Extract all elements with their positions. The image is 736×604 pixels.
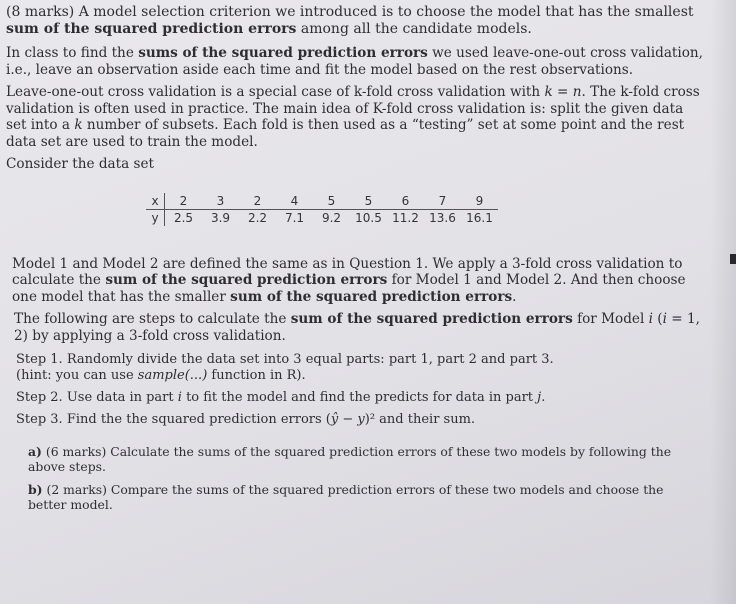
model-text-3: .	[512, 288, 517, 305]
x-cell: 4	[276, 193, 313, 210]
kfold-text-3: number of subsets. Each fold is then used as a “testing” set at some point and the rest data set are used to train the model.	[6, 117, 685, 150]
step-2-math-i: i	[177, 390, 182, 405]
step-2-text: Step 2. Use data in part	[16, 390, 178, 405]
table-row-x	[146, 193, 498, 210]
consider-text: Consider the data set	[6, 156, 154, 172]
loo-text: In class to find the	[6, 45, 139, 61]
step-1-hint-end: function in R).	[207, 368, 306, 383]
part-a-marks: (6 marks)	[45, 444, 107, 459]
model-bold-2: sum of the squared prediction errors	[230, 288, 513, 305]
x-cell: 7	[424, 193, 461, 210]
following-math-i-2: i	[662, 311, 667, 327]
following-paragraph	[6, 311, 706, 344]
table-row-y	[146, 209, 498, 226]
x-cell: 3	[202, 193, 239, 210]
y-cell: 3.9	[210, 210, 231, 225]
part-b-text: Compare the sums of the squared prediction errors of these two models and choose the better model.	[28, 482, 664, 512]
step-2-text-3: .	[541, 390, 546, 405]
y-header: y	[146, 209, 165, 226]
following-bold: sum of the squared prediction errors	[290, 311, 573, 327]
part-a-label: a)	[28, 444, 42, 459]
intro-text: A model selection criterion we introduced is to choose the model that has the smallest	[78, 4, 694, 20]
following-math-i: i	[648, 311, 653, 327]
model-bold: sum of the squared prediction errors	[105, 272, 388, 288]
step-3-math: ŷ − y	[330, 412, 365, 427]
page-shadow	[710, 0, 736, 604]
part-a	[28, 444, 688, 474]
loo-bold: sums of the squared prediction errors	[138, 45, 428, 61]
part-b-label: b)	[28, 482, 43, 497]
following-text: The following are steps to calculate the	[14, 311, 291, 327]
kfold-math-k-n: k = n	[544, 84, 582, 100]
y-cell: 10.5	[355, 210, 382, 225]
loo-text-end: we used leave-one-out cross validation, i.e., leave an observation aside each time and fit the model based on the rest observations.	[6, 45, 703, 78]
kfold-text-2: . The k-fold cross validation is often used in practice. The main idea of K-fold cross validation is: split the given data set into a	[6, 84, 700, 133]
y-cell: 16.1	[466, 210, 493, 225]
step-3-text-2: )² and their sum.	[364, 412, 476, 427]
intro-bold: sum of the squared prediction errors	[6, 20, 297, 37]
data-table-wrap	[146, 193, 516, 226]
question-document	[6, 4, 706, 520]
model-paragraph	[6, 256, 706, 306]
part-b-marks: (2 marks)	[46, 482, 107, 497]
model-text: Model 1 and Model 2 are defined the same as in Question 1. We apply a 3-fold cross validation to calculate the	[12, 255, 683, 288]
y-cell: 11.2	[392, 210, 419, 225]
x-header: x	[146, 193, 165, 210]
intro-paragraph	[6, 4, 706, 37]
step-1-hint: (hint: you can use	[16, 368, 138, 383]
kfold-text: Leave-one-out cross validation is a special case of k-fold cross validation with	[6, 84, 545, 100]
intro-marks: (8 marks)	[6, 4, 75, 20]
kfold-math-k: k	[74, 117, 83, 133]
y-cell: 7.1	[284, 210, 305, 225]
part-b	[28, 482, 688, 512]
step-1	[6, 352, 706, 384]
step-2-math-j: j	[537, 390, 542, 405]
following-text-3: (	[652, 311, 663, 327]
section-two	[6, 256, 706, 513]
x-cell: 6	[387, 193, 424, 210]
step-1-text: Step 1. Randomly divide the data set into 3 equal parts: part 1, part 2 and part 3.	[16, 352, 554, 367]
x-cell: 5	[350, 193, 387, 210]
step-3-text: Step 3. Find the the squared prediction errors (	[16, 412, 331, 427]
x-cell: 2	[165, 193, 203, 210]
model-text-2: for Model 1 and Model 2. And then choose one model that has the smaller	[12, 272, 686, 305]
step-3	[6, 412, 706, 428]
x-cell: 9	[461, 193, 498, 210]
data-table	[146, 193, 498, 226]
y-cell: 2.5	[173, 210, 194, 225]
following-text-2: for Model	[572, 311, 649, 327]
x-cell: 2	[239, 193, 276, 210]
y-cell: 2.2	[247, 210, 268, 225]
intro-text-end: among all the candidate models.	[296, 20, 532, 37]
step-2	[6, 390, 706, 406]
step-2-text-2: to fit the model and find the predicts for data in part	[181, 390, 538, 405]
kfold-paragraph	[6, 84, 706, 150]
loo-paragraph	[6, 45, 706, 78]
y-cell: 9.2	[321, 210, 342, 225]
part-a-text: Calculate the sums of the squared prediction errors of these two models by following the above steps.	[28, 444, 672, 474]
y-cell: 13.6	[429, 210, 456, 225]
edge-mark	[730, 254, 736, 264]
following-text-4: = 1, 2) by applying a 3-fold cross validation.	[14, 311, 700, 344]
x-cell: 5	[313, 193, 350, 210]
step-1-hint-code: sample(...)	[137, 368, 208, 383]
